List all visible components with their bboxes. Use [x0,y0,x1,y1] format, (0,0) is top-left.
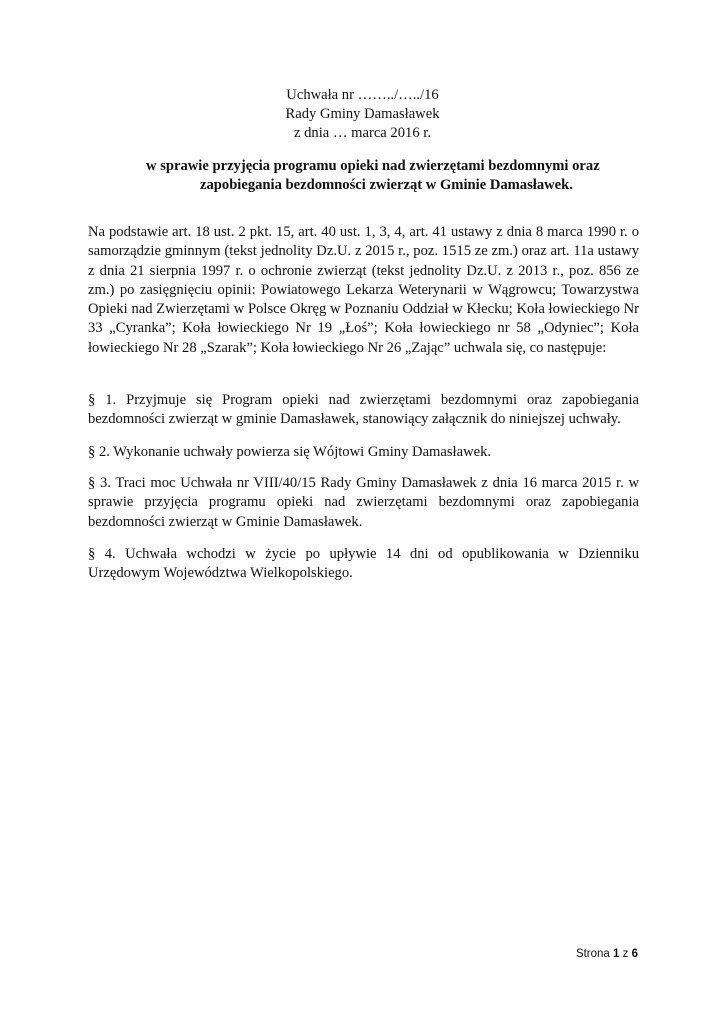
resolution-date: z dnia … marca 2016 r. [294,125,431,141]
subject-line-1: w sprawie przyjęcia programu opieki nad zwierzętami bezdomnymi oraz [146,158,600,174]
section-4: § 4. Uchwała wchodzi w życie po upływie 14 dni od opublikowania w Dzienniku Urzędowym Województwa Wielkopolskiego. [88,546,639,582]
section-2: § 2. Wykonanie uchwały powierza się Wójtowi Gminy Damasławek. [88,444,492,460]
current-page: 1 [613,948,620,960]
section-3: § 3. Traci moc Uchwała nr VIII/40/15 Rady Gminy Damasławek z dnia 16 marca 2015 r. w sprawie przyjęcia programu opieki nad zwierzętami bezdomnymi oraz zapobiegania bezdomności zwierząt w Gminie Damasławek. [88,475,639,530]
subject-line-2: zapobiegania bezdomności zwierząt w Gminie Damasławek. [200,177,573,193]
resolution-subject [146,157,600,195]
total-pages: 6 [631,948,638,960]
resolution-number: Uchwała nr ……../…../16 [286,87,439,103]
resolution-header [0,86,725,143]
section-1: § 1. Przyjmuje się Program opieki nad zwierzętami bezdomnymi oraz zapobiegania bezdomności zwierząt w gminie Damasławek, stanowiący załącznik do niniejszej uchwały. [88,392,639,428]
page-number-footer [576,948,638,960]
legal-basis-preamble: Na podstawie art. 18 ust. 2 pkt. 15, art. 40 ust. 1, 3, 4, art. 41 ustawy z dnia 8 marca 1990 r. o samorządzie gminnym (tekst jednolity Dz.U. z 2015 r., poz. 1515 ze zm.) oraz art. 11a ustawy z dnia 21 sierpnia 1997 r. o ochronie zwierząt (tekst jednolity Dz.U. z 2013 r., poz. 856 ze zm.) po zasięgnięciu opinii: Powiatowego Lekarza Weterynarii w Wągrowcu; Towarzystwa Opieki nad Zwierzętami w Polsce Okręg w Poznaniu Oddział w Kłecku; Koła łowieckiego Nr 33 „Cyranka”; Koła łowieckiego Nr 19 „Łoś”; Koła łowieckiego nr 58 „Odyniec”; Koła łowieckiego Nr 28 „Szarak”; Koła łowieckiego Nr 26 „Zając” uchwala się, co następuje: [88,224,639,356]
council-name: Rady Gminy Damasławek [285,106,440,122]
of-label: z [622,948,629,960]
page-label: Strona [575,948,610,960]
